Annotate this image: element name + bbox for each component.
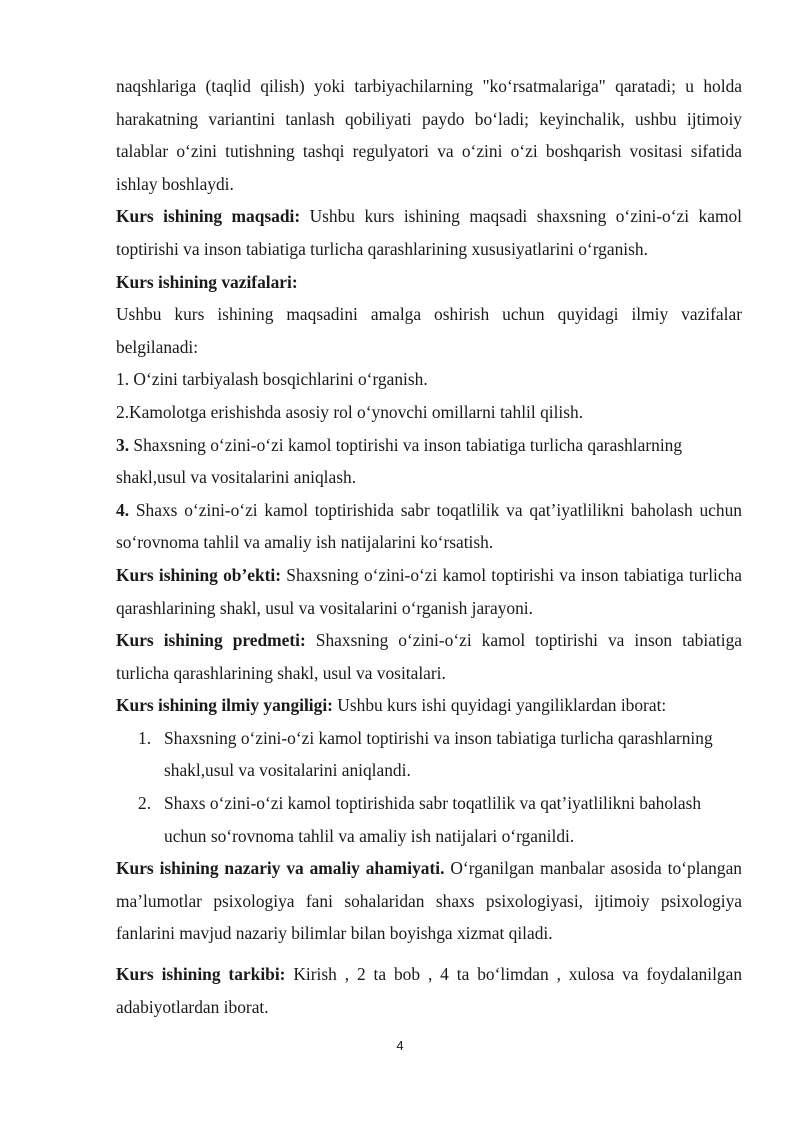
ahamiyat-label: Kurs ishining nazariy va amaliy ahamiyati. — [116, 858, 445, 879]
tarkib-text: Kirish , 2 ta bob , 4 ta bo‘limdan , xulosa va foydalanilgan adabiyotlardan iborat. — [116, 964, 743, 1017]
vazifa-item-4 — [116, 494, 742, 559]
vazifa-item-3-number: 3. — [116, 434, 130, 455]
tarkib-label: Kurs ishining tarkibi: — [116, 964, 286, 985]
ahamiyat-paragraph — [116, 852, 742, 950]
obekt-paragraph — [116, 559, 742, 624]
yangilik-list-item — [116, 787, 742, 852]
yangilik-text: Ushbu kurs ishi quyidagi yangiliklardan iborat: — [332, 695, 667, 716]
list-item-number: 2. — [138, 793, 152, 814]
vazifalar-heading: Kurs ishining vazifalari: — [116, 271, 298, 292]
predmet-paragraph — [116, 624, 742, 689]
list-item-text: Shaxsning o‘zini-o‘zi kamol toptirishi va inson tabiatiga turlicha qarashlarning shakl,usul va vositalarini aniqlandi. — [164, 727, 713, 781]
vazifa-item-1: 1. O‘zini tarbiyalash bosqichlarini o‘rganish. — [116, 369, 428, 390]
vazifalar-intro: Ushbu kurs ishining maqsadini amalga oshirish uchun quyidagi ilmiy vazifalar belgilanadi: — [116, 304, 742, 357]
vazifa-item-3-text: Shaxsning o‘zini-o‘zi kamol toptirishi va inson tabiatiga turlicha qarashlarning shakl,usul va vositalarini aniqlash. — [116, 434, 683, 488]
list-item-text: Shaxs o‘zini-o‘zi kamol toptirishida sabr toqatlilik va qat’iyatlilikni baholash uchun so‘rovnoma tahlil va amaliy ish natijalari o‘rganildi. — [164, 793, 702, 846]
ahamiyat-text: O‘rganilgan manbalar asosida to‘plangan ma’lumotlar psixologiya fani sohalaridan shaxs psixologiyasi, ijtimoiy psixologiya fanlarini mavjud nazariy bilimlar bilan boyishga xizmat qiladi. — [116, 858, 742, 944]
maqsad-label: Kurs ishining maqsadi: — [116, 206, 301, 227]
vazifa-item-3 — [116, 429, 742, 494]
yangilik-list — [116, 722, 742, 852]
obekt-text: Shaxsning o‘zini-o‘zi kamol toptirishi va inson tabiatiga turlicha qarashlarining shakl, usul va vositalarini o‘rganish jarayoni. — [116, 564, 742, 618]
maqsad-text: Ushbu kurs ishining maqsadi shaxsning o‘zini-o‘zi kamol toptirishi va inson tabiatiga turlicha qarashlarining xususiyatlarini o‘rganish. — [116, 206, 743, 259]
obekt-label: Kurs ishining ob’ekti: — [116, 564, 282, 585]
predmet-label: Kurs ishining predmeti: — [116, 630, 306, 651]
page-number: 4 — [396, 1038, 404, 1053]
vazifa-item-4-text: Shaxs o‘zini-o‘zi kamol toptirishida sabr toqatlilik va qat’iyatlilikni baholash uchun so‘rovnoma tahlil va amaliy ish natijalarini ko‘rsatish. — [116, 499, 742, 553]
list-item-number: 1. — [138, 727, 152, 748]
yangilik-list-item — [116, 722, 742, 787]
maqsad-paragraph — [116, 200, 742, 265]
predmet-text: Shaxsning o‘zini-o‘zi kamol toptirishi va inson tabiatiga turlicha qarashlarining shakl, usul va vositalari. — [116, 630, 742, 683]
tarkib-paragraph — [116, 958, 742, 1023]
vazifa-item-4-number: 4. — [116, 499, 130, 520]
yangilik-label: Kurs ishining ilmiy yangiligi: — [116, 695, 333, 716]
intro-paragraph: naqshlariga (taqlid qilish) yoki tarbiyachilarning "ko‘rsatmalariga" qaratadi; u holda harakatning variantini tanlash qobiliyati paydo bo‘ladi; keyinchalik, ushbu ijtimoiy talablar o‘zini tutishning tashqi regulyatori va o‘zini o‘zi boshqarish vositasi sifatida ishlay boshlaydi. — [116, 76, 742, 194]
document-page — [116, 70, 742, 1023]
yangilik-paragraph — [116, 689, 742, 722]
vazifa-item-2: 2.Kamolotga erishishda asosiy rol o‘ynovchi omillarni tahlil qilish. — [116, 401, 584, 422]
